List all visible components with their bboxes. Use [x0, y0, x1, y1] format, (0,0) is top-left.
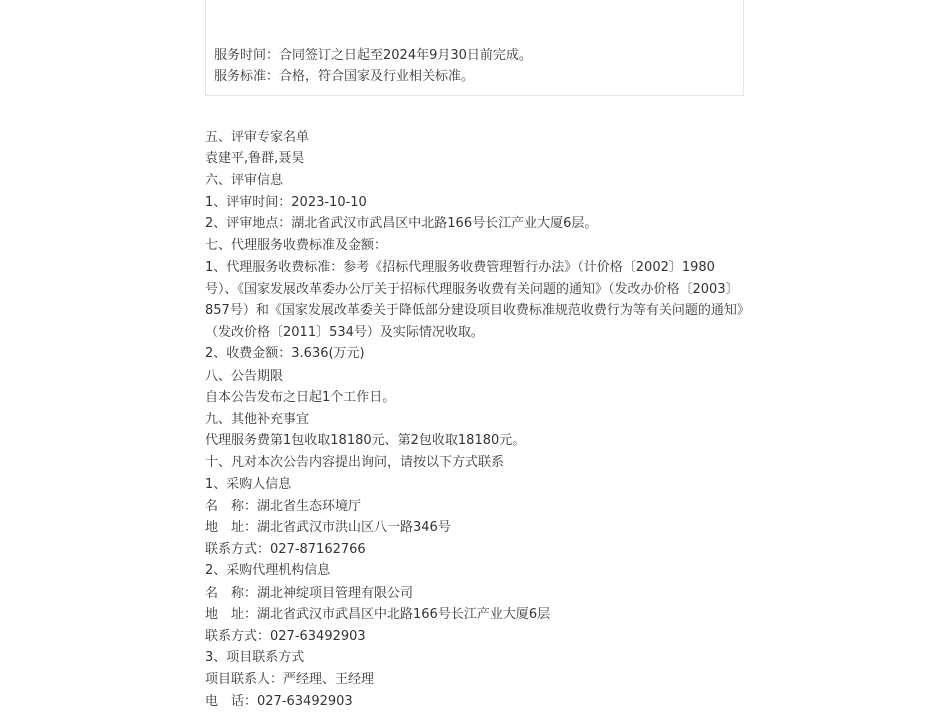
purchaser-address: 地 址：湖北省武汉市洪山区八一路346号 — [205, 520, 451, 535]
other-text: 代理服务费第1包收取18180元、第2包收取18180元。 — [205, 433, 526, 448]
review-location: 2、评审地点：湖北省武汉市武昌区中北路166号长江产业大厦6层。 — [205, 216, 598, 231]
project-heading: 3、项目联系方式 — [205, 650, 305, 665]
other-heading: 九、其他补充事宜 — [205, 412, 310, 427]
project-people: 项目联系人：严经理、王经理 — [205, 672, 375, 687]
experts-names: 袁建平,鲁群,聂昊 — [205, 151, 305, 166]
contact-heading: 十、凡对本次公告内容提出询问，请按以下方式联系 — [205, 455, 505, 470]
agency-heading: 2、采购代理机构信息 — [205, 563, 331, 578]
fees-standard: 1、代理服务收费标准：参考《招标代理服务收费管理暂行办法》（计价格〔2002〕1980号）、《国家发展改革委办公厅关于招标代理服务收费有关问题的通知》（发改办价格〔2003〕857号）和《国家发展改革委关于降低部分建设项目收费标准规范收费行为等有关问题的通知》（发改价格〔2011〕534号）及实际情况收取。 — [205, 260, 744, 340]
agency-name: 名 称：湖北神绽项目管理有限公司 — [205, 586, 414, 601]
purchaser-heading: 1、采购人信息 — [205, 477, 292, 492]
agency-phone: 联系方式：027-63492903 — [205, 629, 366, 644]
purchaser-name: 名 称：湖北省生态环境厅 — [205, 499, 362, 514]
purchaser-phone: 联系方式：027-87162766 — [205, 542, 366, 557]
fees-heading: 七、代理服务收费标准及金额： — [205, 238, 388, 253]
review-time: 1、评审时间：2023-10-10 — [205, 195, 367, 210]
service-standard: 服务标准：合格，符合国家及行业相关标准。 — [214, 69, 475, 84]
agency-address: 地 址：湖北省武汉市武昌区中北路166号长江产业大厦6层 — [205, 607, 551, 622]
period-heading: 八、公告期限 — [205, 369, 284, 384]
fees-amount: 2、收费金额：3.636(万元) — [205, 346, 365, 361]
service-info-box — [205, 0, 744, 96]
review-heading: 六、评审信息 — [205, 173, 284, 188]
service-time: 服务时间：合同签订之日起至2024年9月30日前完成。 — [214, 48, 532, 63]
project-phone: 电 话：027-63492903 — [205, 694, 353, 709]
experts-heading: 五、评审专家名单 — [205, 130, 310, 145]
period-text: 自本公告发布之日起1个工作日。 — [205, 390, 396, 405]
